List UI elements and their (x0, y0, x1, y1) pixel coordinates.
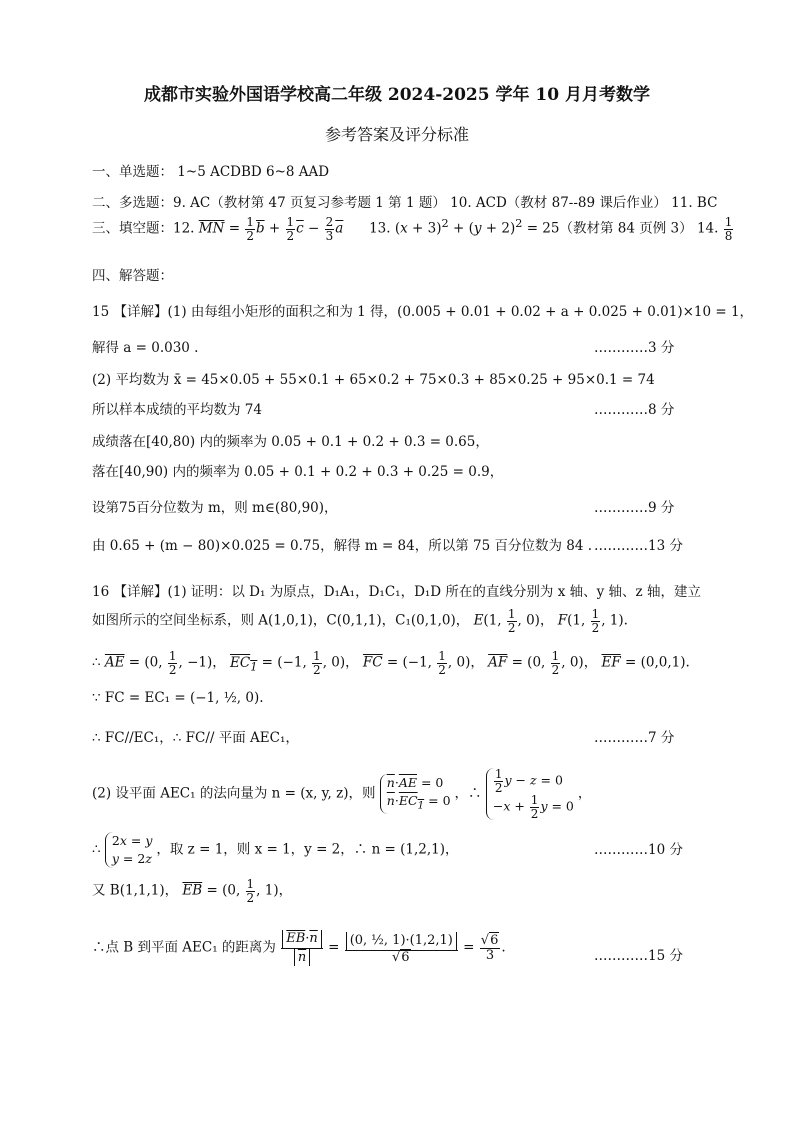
q16-line9: ∴点 B 到平面 AEC₁ 的距离为 $\frac{\overline{EB}\cdot\overline{n}}{n}$ = $\frac{\text{(0, ½, 1)·(1,2,1)}}{√6}$ = $\frac{√6}{3}$ . (92, 931, 506, 965)
multi-choice-answers: 二、多选题：9. AC（教材第 47 页复习参考题 1 第 1 题） 10. ACD（教材 87--89 课后作业） 11. BC (92, 195, 718, 211)
score-marker: …………10 分 (594, 842, 683, 858)
q16-line5: ∴ FC//EC₁，∴ FC// 平面 AEC₁， (92, 730, 299, 746)
answer-section-heading: 四、解答题： (92, 268, 173, 284)
score-marker: …………7 分 (594, 730, 675, 746)
q16-line8: 又 B(1,1,1)， $\overline{EB} = (0$, $\frac{1}{2}$ , 1)， (92, 877, 293, 905)
score-marker: …………15 分 (594, 948, 683, 964)
q16-line6: (2) 设平面 AEC₁ 的法向量为 n = (x, y, z)，则 $\overline{n}\cdot\overline{AE} = 0$ $\overline{n}\cdot EC_1 = 0$ ，∴ $\frac{1}{2}$ y − z = 0 −x + $\frac{1}{2}$ y = 0， (92, 767, 592, 821)
q16-distance-intro: ∴点 B 到平面 AEC₁ 的距离为 (92, 939, 276, 956)
q16-normal-vector: ，取 z = 1，则 x = 1，y = 2，∴ n = (1,2,1)， (156, 841, 459, 858)
score-marker: …………13 分 (594, 538, 683, 554)
q16-coords: 如图所示的空间坐标系，则 A(1,0,1)，C(0,1,1)，C₁(0,1,0)， (92, 612, 470, 629)
q15-line6: 落在[40,90) 内的频率为 0.05 + 0.1 + 0.2 + 0.3 + 0.25 = 0.9， (92, 464, 504, 480)
q16-line3: ∴ $\overline{AE} = (0$, $\frac{1}{2}$ , −1)， $EC_1 = (-1$, $\frac{1}{2}$ , 0)， $\overline{FC} = (-1$, $\frac{1}{2}$ , 0)， $\overline{AF} = (0$, $\frac{1}{2}$ , 0)， $\overline{EF} = (0,0,1)$. (92, 649, 690, 677)
q16-line2: 如图所示的空间坐标系，则 A(1,0,1)，C(0,1,1)，C₁(0,1,0)， E(1, $\frac{1}{2}$ , 0)， F(1, $\frac{1}{2}$ , 1). (92, 607, 628, 635)
q15-line8: 由 0.65 + (m − 80)×0.025 = 0.75，解得 m = 84，所以第 75 百分位数为 84 . (92, 538, 593, 554)
q15-line3: (2) 平均数为 x̄ = 45×0.05 + 55×0.1 + 65×0.2 + 75×0.3 + 85×0.25 + 95×0.1 = 74 (92, 372, 655, 388)
fill-13-label: 13. (369, 220, 391, 237)
q16-normal-vector-intro: (2) 设平面 AEC₁ 的法向量为 n = (x, y, z)，则 (92, 785, 376, 802)
q15-line4: 所以样本成绩的平均数为 74 (92, 402, 262, 418)
q15-intro: 15 【详解】(1) 由每组小矩形的面积之和为 1 得， (92, 304, 398, 320)
score-marker: …………9 分 (594, 500, 675, 516)
fill-prefix: 三、填空题：12. (92, 220, 199, 237)
score-marker: …………8 分 (594, 402, 675, 418)
q16-line1: 16 【详解】(1) 证明：以 D₁ 为原点，D₁A₁，D₁C₁，D₁D 所在的直线分别为 x 轴、y 轴、z 轴，建立 (92, 584, 701, 600)
score-marker: …………3 分 (594, 340, 675, 356)
q16-line7: ∴ 2x = y y = 2z，取 z = 1，则 x = 1，y = 2，∴ n = (1,2,1)， (92, 832, 459, 868)
q15-line2: 解得 a = 0.030 . (92, 340, 199, 356)
single-choice-answers: 一、单选题： 1~5 ACDBD 6~8 AAD (92, 164, 330, 180)
fill-in-answers: 三、填空题：12. $\overline{MN}$ = $\frac{1}{2}$ $\overline{b}$ + $\frac{1}{2}$ $\overline{c}$ − $\frac{2}{3}$ $\overline{a}$ 13. $(x + 3)^2 + (y + 2)^2 = 25$（教材第 84 页例 3） 14. $\frac{1}{8}$ (92, 215, 733, 243)
q16-point-b: 又 B(1,1,1)， (92, 882, 179, 899)
q15-equation: (0.005 + 0.01 + 0.02 + a + 0.025 + 0.01)×10 = 1， (397, 304, 754, 320)
q16-line4: ∵ FC = EC₁ = (−1, ½, 0). (92, 690, 264, 706)
q15-line7: 设第75百分位数为 m，则 m∈(80,90)， (92, 500, 338, 516)
page-title: 成都市实验外国语学校高二年级 2024-2025 学年 10 月月考数学 (143, 85, 650, 105)
q15-line5: 成绩落在[40,80) 内的频率为 0.05 + 0.1 + 0.2 + 0.3 = 0.65， (92, 434, 489, 450)
q15-line1 (92, 300, 753, 320)
page-subtitle: 参考答案及评分标准 (324, 125, 469, 144)
fill-13-note: （教材第 84 页例 3） (559, 220, 693, 237)
fill-14-label: 14. (696, 220, 719, 237)
